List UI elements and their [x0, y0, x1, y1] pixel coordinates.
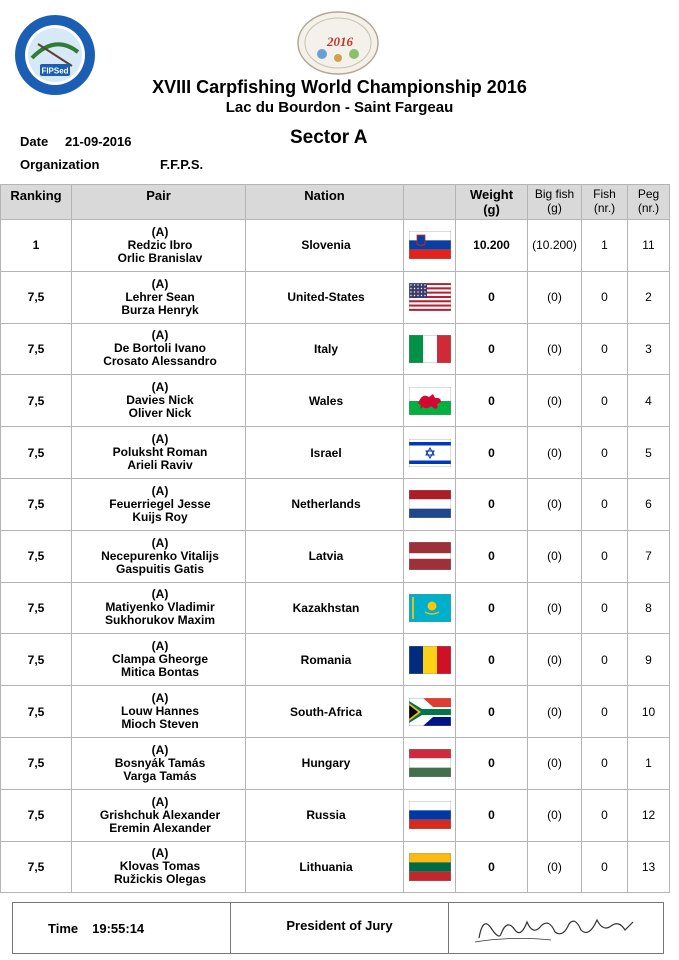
footer-president-cell	[231, 903, 449, 953]
ranking-cell: 1	[1, 220, 72, 272]
angler-1: Bosnyák Tamás	[114, 755, 206, 770]
championship-logo-icon	[296, 10, 380, 76]
ranking-cell: 7,5	[1, 271, 72, 323]
table-row	[1, 789, 670, 841]
israel-flag-icon	[409, 439, 451, 467]
bigfish-cell: (0)	[528, 686, 582, 738]
flag-cell	[404, 220, 456, 272]
col-peg	[628, 185, 670, 220]
col-weight-line1: Weight	[469, 187, 514, 202]
weight-cell: 0	[456, 271, 528, 323]
hungary-flag-icon	[409, 749, 451, 777]
table-row	[1, 582, 670, 634]
col-fish-line2: (nr.)	[593, 201, 616, 215]
peg-cell: 4	[628, 375, 670, 427]
peg-cell: 8	[628, 582, 670, 634]
fish-cell: 0	[582, 271, 628, 323]
col-bigfish-line1: Big fish	[534, 187, 575, 201]
group-label: (A)	[151, 691, 169, 706]
nation-cell: Latvia	[246, 530, 404, 582]
flag-cell	[404, 478, 456, 530]
bigfish-cell: (0)	[528, 375, 582, 427]
ranking-cell: 7,5	[1, 789, 72, 841]
ranking-cell: 7,5	[1, 737, 72, 789]
angler-1: Matiyenko Vladimir	[105, 600, 215, 615]
weight-cell: 0	[456, 323, 528, 375]
peg-cell: 6	[628, 478, 670, 530]
netherlands-flag-icon	[409, 490, 451, 518]
weight-cell: 0	[456, 375, 528, 427]
usa-flag-icon	[409, 283, 451, 311]
angler-2: Eremin Alexander	[109, 820, 211, 835]
bigfish-cell: (0)	[528, 530, 582, 582]
fish-cell: 0	[582, 841, 628, 893]
flag-cell	[404, 375, 456, 427]
angler-2: Mioch Steven	[121, 717, 199, 732]
angler-1: Redzic Ibro	[127, 237, 193, 252]
fish-cell: 0	[582, 737, 628, 789]
italy-flag-icon	[409, 335, 451, 363]
table-row	[1, 841, 670, 893]
fish-cell: 0	[582, 323, 628, 375]
pair-cell	[72, 737, 246, 789]
bigfish-cell: (0)	[528, 427, 582, 479]
bigfish-cell: (0)	[528, 789, 582, 841]
angler-2: Sukhorukov Maxim	[104, 613, 216, 628]
angler-2: Crosato Alessandro	[103, 354, 217, 369]
peg-cell: 13	[628, 841, 670, 893]
pair-cell	[72, 634, 246, 686]
angler-1: Davies Nick	[126, 393, 194, 408]
nation-cell: Italy	[246, 323, 404, 375]
footer-box	[12, 902, 664, 954]
weight-cell: 0	[456, 582, 528, 634]
time-value: 19:55:14	[92, 920, 145, 936]
col-weight-line2: (g)	[483, 202, 500, 217]
date-value: 21-09-2016	[65, 134, 132, 149]
flag-cell	[404, 530, 456, 582]
table-row	[1, 427, 670, 479]
peg-cell: 10	[628, 686, 670, 738]
peg-cell: 9	[628, 634, 670, 686]
group-label: (A)	[151, 742, 169, 757]
page-subtitle: Lac du Bourdon - Saint Fargeau	[225, 99, 454, 116]
table-row	[1, 530, 670, 582]
nation-cell: Slovenia	[246, 220, 404, 272]
nation-cell: Kazakhstan	[246, 582, 404, 634]
angler-2: Oliver Nick	[128, 406, 192, 421]
group-label: (A)	[151, 587, 169, 602]
svg-text:2016: 2016	[327, 34, 353, 49]
weight-cell: 0	[456, 530, 528, 582]
pair-cell	[72, 271, 246, 323]
col-bigfish	[528, 185, 582, 220]
col-peg-line2: (nr.)	[637, 201, 660, 215]
bigfish-cell: (0)	[528, 737, 582, 789]
group-label: (A)	[151, 846, 169, 861]
pair-cell	[72, 582, 246, 634]
pair-cell	[72, 789, 246, 841]
group-label: (A)	[151, 639, 169, 654]
fish-cell: 0	[582, 478, 628, 530]
ranking-cell: 7,5	[1, 323, 72, 375]
ranking-cell: 7,5	[1, 634, 72, 686]
angler-2: Ružickis Olegas	[113, 872, 207, 887]
flag-cell	[404, 789, 456, 841]
group-label: (A)	[151, 328, 169, 343]
angler-2: Varga Tamás	[123, 768, 197, 783]
weight-cell: 0	[456, 841, 528, 893]
nation-cell: Israel	[246, 427, 404, 479]
col-nation: Nation	[246, 185, 404, 220]
col-weight	[456, 185, 528, 220]
ranking-cell: 7,5	[1, 530, 72, 582]
nation-cell: South-Africa	[246, 686, 404, 738]
ranking-cell: 7,5	[1, 582, 72, 634]
fish-cell: 1	[582, 220, 628, 272]
flag-cell	[404, 582, 456, 634]
bigfish-cell: (0)	[528, 271, 582, 323]
peg-cell: 11	[628, 220, 670, 272]
fish-cell: 0	[582, 634, 628, 686]
angler-1: Necepurenko Vitalijs	[101, 548, 219, 563]
weight-cell: 0	[456, 737, 528, 789]
weight-cell: 0	[456, 478, 528, 530]
date-label: Date	[20, 134, 49, 149]
bigfish-cell: (0)	[528, 634, 582, 686]
nation-cell: Russia	[246, 789, 404, 841]
nation-cell: Netherlands	[246, 478, 404, 530]
ranking-cell: 7,5	[1, 375, 72, 427]
nation-cell: Wales	[246, 375, 404, 427]
romania-flag-icon	[409, 646, 451, 674]
fish-cell: 0	[582, 789, 628, 841]
group-label: (A)	[151, 483, 169, 498]
weight-cell: 0	[456, 686, 528, 738]
flag-cell	[404, 271, 456, 323]
table-header-row	[1, 185, 670, 220]
col-flag	[404, 185, 456, 220]
fish-cell: 0	[582, 582, 628, 634]
pair-cell	[72, 686, 246, 738]
nation-cell: Lithuania	[246, 841, 404, 893]
bigfish-cell: (0)	[528, 478, 582, 530]
angler-2: Gaspuitis Gatis	[115, 561, 205, 576]
peg-cell: 5	[628, 427, 670, 479]
col-bigfish-line2: (g)	[547, 201, 562, 215]
nation-cell: United-States	[246, 271, 404, 323]
col-fish-line1: Fish	[593, 187, 616, 201]
footer-signature-cell	[449, 903, 663, 953]
lithuania-flag-icon	[409, 853, 451, 881]
peg-cell: 12	[628, 789, 670, 841]
group-label: (A)	[151, 535, 169, 550]
fish-cell: 0	[582, 530, 628, 582]
weight-cell: 10.200	[456, 220, 528, 272]
group-label: (A)	[151, 276, 169, 291]
pair-cell	[72, 427, 246, 479]
ranking-cell: 7,5	[1, 478, 72, 530]
angler-1: Clampa Gheorge	[111, 652, 209, 667]
fish-cell: 0	[582, 427, 628, 479]
kazakhstan-flag-icon	[409, 594, 451, 622]
table-row	[1, 220, 670, 272]
angler-1: Grishchuk Alexander	[99, 807, 221, 822]
angler-1: Louw Hannes	[120, 704, 199, 719]
angler-2: Burza Henryk	[121, 302, 199, 317]
weight-cell: 0	[456, 789, 528, 841]
signature-icon	[471, 908, 641, 948]
pair-cell	[72, 841, 246, 893]
wales-flag-icon	[409, 387, 451, 415]
pair-cell	[72, 375, 246, 427]
group-label: (A)	[151, 380, 169, 395]
angler-2: Kuijs Roy	[132, 509, 188, 524]
footer-time-cell	[13, 903, 231, 953]
russia-flag-icon	[409, 801, 451, 829]
angler-1: Lehrer Sean	[125, 289, 195, 304]
bigfish-cell: (0)	[528, 841, 582, 893]
peg-cell: 1	[628, 737, 670, 789]
table-row	[1, 737, 670, 789]
bigfish-cell: (0)	[528, 323, 582, 375]
col-peg-line1: Peg	[637, 187, 660, 201]
latvia-flag-icon	[409, 542, 451, 570]
bigfish-cell: (0)	[528, 582, 582, 634]
weight-cell: 0	[456, 634, 528, 686]
organization-value: F.F.P.S.	[160, 157, 204, 172]
col-ranking: Ranking	[1, 185, 72, 220]
pair-cell	[72, 323, 246, 375]
president-label: President of Jury	[286, 917, 393, 933]
slovenia-flag-icon	[409, 231, 451, 259]
page-title: XVIII Carpfishing World Championship 2016	[152, 77, 527, 97]
table-row	[1, 686, 670, 738]
angler-2: Mitica Bontas	[120, 665, 199, 680]
flag-cell	[404, 634, 456, 686]
pair-cell	[72, 478, 246, 530]
angler-1: De Bortoli Ivano	[113, 341, 206, 356]
flag-cell	[404, 841, 456, 893]
flag-cell	[404, 323, 456, 375]
table-row	[1, 478, 670, 530]
weight-cell: 0	[456, 427, 528, 479]
south-africa-flag-icon	[409, 698, 451, 726]
col-pair: Pair	[72, 185, 246, 220]
group-label: (A)	[151, 794, 169, 809]
flag-cell	[404, 737, 456, 789]
ranking-cell: 7,5	[1, 686, 72, 738]
peg-cell: 3	[628, 323, 670, 375]
pair-cell	[72, 220, 246, 272]
peg-cell: 2	[628, 271, 670, 323]
fish-cell: 0	[582, 375, 628, 427]
flag-cell	[404, 427, 456, 479]
group-label: (A)	[151, 224, 169, 239]
group-label: (A)	[151, 432, 169, 447]
organization-label: Organization	[20, 157, 100, 172]
pair-cell	[72, 530, 246, 582]
fish-cell: 0	[582, 686, 628, 738]
angler-1: Feuerriegel Jesse	[109, 496, 211, 511]
time-label: Time	[48, 920, 79, 936]
angler-1: Klovas Tomas	[119, 859, 201, 874]
table-row	[1, 375, 670, 427]
ranking-cell: 7,5	[1, 427, 72, 479]
table-row	[1, 634, 670, 686]
col-fish	[582, 185, 628, 220]
bigfish-cell: (10.200)	[528, 220, 582, 272]
ranking-cell: 7,5	[1, 841, 72, 893]
sector-title: Sector A	[290, 127, 368, 148]
angler-2: Orlic Branislav	[117, 250, 203, 265]
peg-cell: 7	[628, 530, 670, 582]
table-row	[1, 323, 670, 375]
nation-cell: Hungary	[246, 737, 404, 789]
results-table	[0, 184, 670, 893]
angler-2: Arieli Raviv	[127, 458, 193, 473]
flag-cell	[404, 686, 456, 738]
angler-1: Poluksht Roman	[112, 445, 208, 460]
nation-cell: Romania	[246, 634, 404, 686]
svg-text:FIPSed: FIPSed	[41, 66, 69, 76]
table-row	[1, 271, 670, 323]
